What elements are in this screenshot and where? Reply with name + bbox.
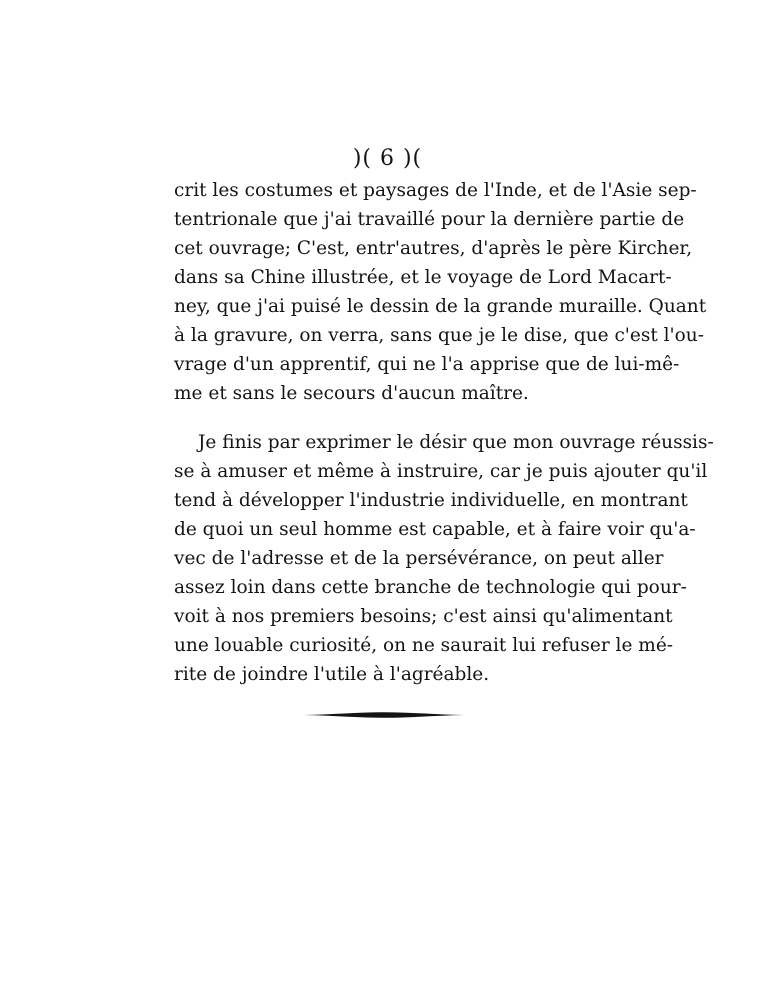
text-line: vrage d'un apprentif, qui ne l'a apprise que de lui-mê- <box>174 354 680 375</box>
body-text <box>174 176 714 689</box>
text-line: une louable curiosité, on ne saurait lui refuser le mé- <box>174 635 674 656</box>
ornamental-rule <box>304 711 464 719</box>
text-line: ney, que j'ai puisé le dessin de la grande muraille. Quant <box>174 296 707 317</box>
paragraph <box>174 176 707 408</box>
text-line: tentrionale que j'ai travaillé pour la dernière partie de <box>174 209 685 230</box>
text-line: se à amuser et même à instruire, car je puis ajouter qu'il <box>174 461 708 482</box>
text-line: rite de joindre l'utile à l'agréable. <box>174 664 490 685</box>
text-line: voit à nos premiers besoins; c'est ainsi qu'alimentant <box>174 606 673 627</box>
text-line: assez loin dans cette branche de technologie qui pour- <box>174 577 687 598</box>
text-line: tend à développer l'industrie individuelle, en montrant <box>174 490 688 511</box>
paragraph <box>174 428 714 689</box>
text-line: crit les costumes et paysages de l'Inde, et de l'Asie sep- <box>174 180 697 201</box>
text-line: cet ouvrage; C'est, entr'autres, d'après le père Kircher, <box>174 238 693 259</box>
text-line: Je finis par exprimer le désir que mon ouvrage réussis- <box>198 432 714 453</box>
text-line: de quoi un seul homme est capable, et à faire voir qu'a- <box>174 519 696 540</box>
paragraph-spacer <box>174 408 598 428</box>
text-line: dans sa Chine illustrée, et le voyage de Lord Macart- <box>174 267 672 288</box>
text-line: vec de l'adresse et de la persévérance, on peut aller <box>174 548 664 569</box>
page-number: )( 6 )( <box>352 146 423 171</box>
text-line: me et sans le secours d'aucun maître. <box>174 383 529 404</box>
text-line: à la gravure, on verra, sans que je le dise, que c'est l'ou- <box>174 325 704 346</box>
